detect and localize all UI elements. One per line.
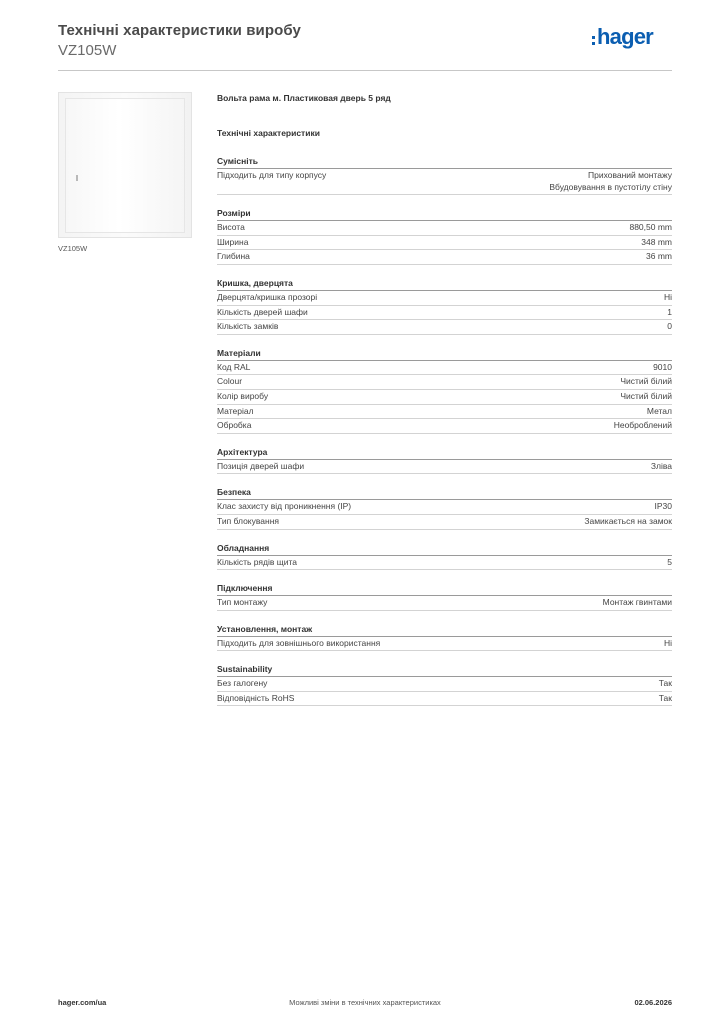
section-title: Кришка, дверцята	[217, 277, 672, 291]
spec-label: Без галогену	[217, 678, 268, 689]
spec-value: Необроблений	[613, 420, 672, 431]
spec-label: Обробка	[217, 420, 252, 431]
product-name: Вольта рама м. Пластиковая дверь 5 ряд	[217, 93, 391, 103]
section-title: Підключення	[217, 582, 672, 596]
spec-row	[217, 221, 672, 236]
spec-row	[217, 637, 672, 652]
spec-label: Тип блокування	[217, 515, 280, 526]
spec-value: Монтаж гвинтами	[602, 597, 672, 608]
spec-section	[217, 155, 672, 195]
spec-row	[217, 291, 672, 306]
section-title: Обладнання	[217, 542, 672, 556]
spec-section	[217, 663, 672, 706]
section-title: Архітектура	[217, 446, 672, 460]
spec-label: Тип монтажу	[217, 597, 268, 608]
spec-row	[217, 677, 672, 692]
spec-label: Колір виробу	[217, 390, 269, 401]
spec-value: Чистий білий	[620, 376, 672, 387]
product-image-frame	[58, 92, 192, 238]
spec-row	[217, 515, 672, 530]
spec-row	[217, 556, 672, 571]
spec-value: Замикається на замок	[584, 515, 672, 526]
spec-row	[217, 500, 672, 515]
section-title: Установлення, монтаж	[217, 623, 672, 637]
spec-value: Так	[658, 678, 672, 689]
spec-section	[217, 582, 672, 611]
spec-row	[217, 375, 672, 390]
spec-label: Матеріал	[217, 405, 254, 416]
spec-section	[217, 623, 672, 652]
spec-row	[217, 169, 672, 195]
footer-disclaimer: Можливі зміни в технічних характеристиках	[289, 998, 441, 1007]
spec-value: 36 mm	[646, 251, 672, 262]
footer-date: 02.06.2026	[634, 998, 672, 1007]
section-title: Розміри	[217, 207, 672, 221]
spec-label: Код RAL	[217, 361, 251, 372]
door-panel	[65, 98, 185, 233]
spec-value: 348 mm	[641, 236, 672, 247]
logo-dots-icon	[592, 36, 595, 48]
spec-content	[217, 92, 672, 706]
spec-value: 880,50 mm	[629, 222, 672, 233]
footer-website-link[interactable]: hager.com/ua	[58, 998, 107, 1007]
spec-value: Прихований монтажу Вбудовування в пустотілу стіну	[549, 170, 672, 192]
spec-value: Ні	[663, 291, 672, 302]
spec-label: Кількість рядів щита	[217, 556, 297, 567]
spec-row	[217, 390, 672, 405]
spec-value: Зліва	[650, 460, 672, 471]
spec-section	[217, 486, 672, 529]
tech-heading: Технічні характеристики	[217, 128, 320, 138]
page-footer	[58, 998, 672, 1010]
spec-row	[217, 250, 672, 265]
spec-section	[217, 347, 672, 434]
spec-section	[217, 207, 672, 265]
spec-label: Кількість дверей шафи	[217, 306, 308, 317]
spec-section	[217, 446, 672, 475]
spec-label: Глибина	[217, 251, 250, 262]
spec-row	[217, 320, 672, 335]
spec-value: Метал	[646, 405, 672, 416]
spec-row	[217, 692, 672, 707]
door-handle	[76, 175, 78, 181]
spec-sections	[217, 155, 672, 706]
section-title: Матеріали	[217, 347, 672, 361]
spec-value: IP30	[654, 501, 672, 512]
spec-row	[217, 460, 672, 475]
section-title: Сумісніть	[217, 155, 672, 169]
spec-section	[217, 277, 672, 335]
page-title: Технічні характеристики виробу	[58, 22, 301, 39]
spec-label: Клас захисту від проникнення (IP)	[217, 501, 352, 512]
product-image-caption: VZ105W	[58, 244, 88, 253]
spec-label: Висота	[217, 222, 245, 233]
spec-label: Кількість замків	[217, 321, 279, 332]
hager-logo	[592, 24, 672, 52]
page-subtitle: VZ105W	[58, 42, 117, 59]
spec-value: Ні	[663, 637, 672, 648]
spec-row	[217, 596, 672, 611]
product-image	[58, 92, 192, 238]
spec-value: Чистий білий	[620, 390, 672, 401]
spec-label: Підходить для типу корпусу	[217, 170, 327, 180]
spec-value: 1	[667, 306, 672, 317]
logo-text: hager	[597, 24, 653, 49]
spec-section	[217, 542, 672, 571]
spec-label: Позиція дверей шафи	[217, 460, 305, 471]
page-header	[58, 22, 672, 71]
spec-label: Ширина	[217, 236, 249, 247]
spec-row	[217, 419, 672, 434]
section-title: Sustainability	[217, 663, 672, 677]
spec-label: Підходить для зовнішнього використання	[217, 637, 381, 648]
spec-value: 0	[667, 321, 672, 332]
spec-row	[217, 361, 672, 376]
spec-label: Дверцята/кришка прозорі	[217, 291, 318, 302]
section-title: Безпека	[217, 486, 672, 500]
spec-row	[217, 306, 672, 321]
spec-value: 9010	[653, 361, 672, 372]
spec-row	[217, 405, 672, 420]
spec-value: Так	[658, 692, 672, 703]
spec-label: Colour	[217, 376, 243, 387]
spec-label: Відповідність RoHS	[217, 692, 295, 703]
spec-row	[217, 236, 672, 251]
spec-value: 5	[667, 556, 672, 567]
